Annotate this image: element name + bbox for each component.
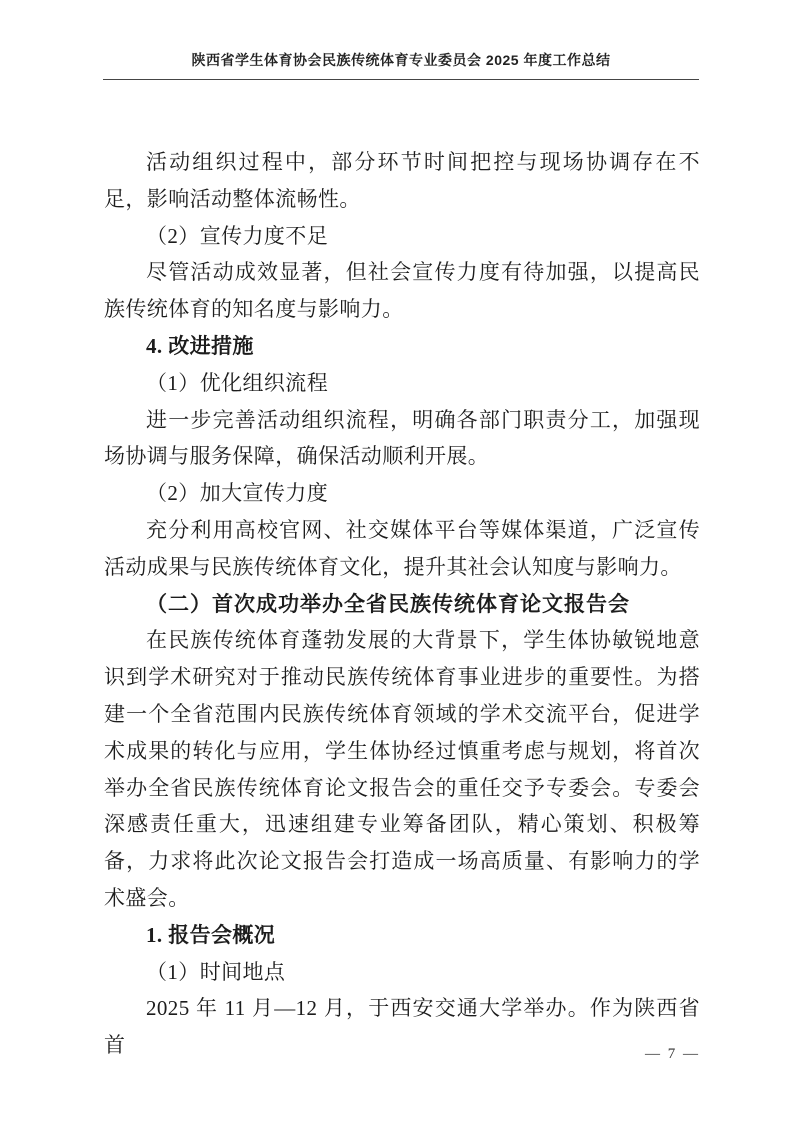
paragraph: （1）优化组织流程: [146, 370, 329, 395]
paragraph: 在民族传统体育蓬勃发展的大背景下，学生体协敏锐地意识到学术研究对于推动民族传统体育事业进步的重要性。为搭建一个全省范围内民族传统体育领域的学术交流平台，促进学术成果的转化与应用，学生体协经过慎重考虑与规划，将首次举办全省民族传统体育论文报告会的重任交予专委会。专委会深感责任重大，迅速组建专业筹备团队，精心策划、积极筹备，力求将此次论文报告会打造成一场高质量、有影响力的学术盛会。: [104, 628, 700, 910]
paragraph: 2025 年 11 月—12 月，于西安交通大学举办。作为陕西省首: [104, 996, 700, 1058]
header-title: 陕西省学生体育协会民族传统体育专业委员会 2025 年度工作总结: [191, 52, 611, 68]
section-heading: （二）首次成功举办全省民族传统体育论文报告会: [146, 591, 630, 616]
paragraph: （2）宣传力度不足: [146, 223, 329, 248]
paragraph: 充分利用高校官网、社交媒体平台等媒体渠道，广泛宣传活动成果与民族传统体育文化，提升其社会认知度与影响力。: [104, 517, 700, 579]
document-body: [104, 144, 700, 1064]
paragraph: 进一步完善活动组织流程，明确各部门职责分工，加强现场协调与服务保障，确保活动顺利开展。: [104, 407, 700, 469]
paragraph: 尽管活动成效显著，但社会宣传力度有待加强，以提高民族传统体育的知名度与影响力。: [104, 260, 700, 322]
section-heading: 1. 报告会概况: [146, 922, 276, 947]
page-number: — 7 —: [645, 1046, 700, 1062]
page-header: [103, 50, 699, 80]
section-heading: 4. 改进措施: [146, 333, 254, 358]
paragraph: （2）加大宣传力度: [146, 481, 329, 506]
paragraph: 活动组织过程中，部分环节时间把控与现场协调存在不足，影响活动整体流畅性。: [104, 150, 700, 211]
page-footer: [645, 1046, 700, 1063]
paragraph: （1）时间地点: [146, 959, 286, 984]
